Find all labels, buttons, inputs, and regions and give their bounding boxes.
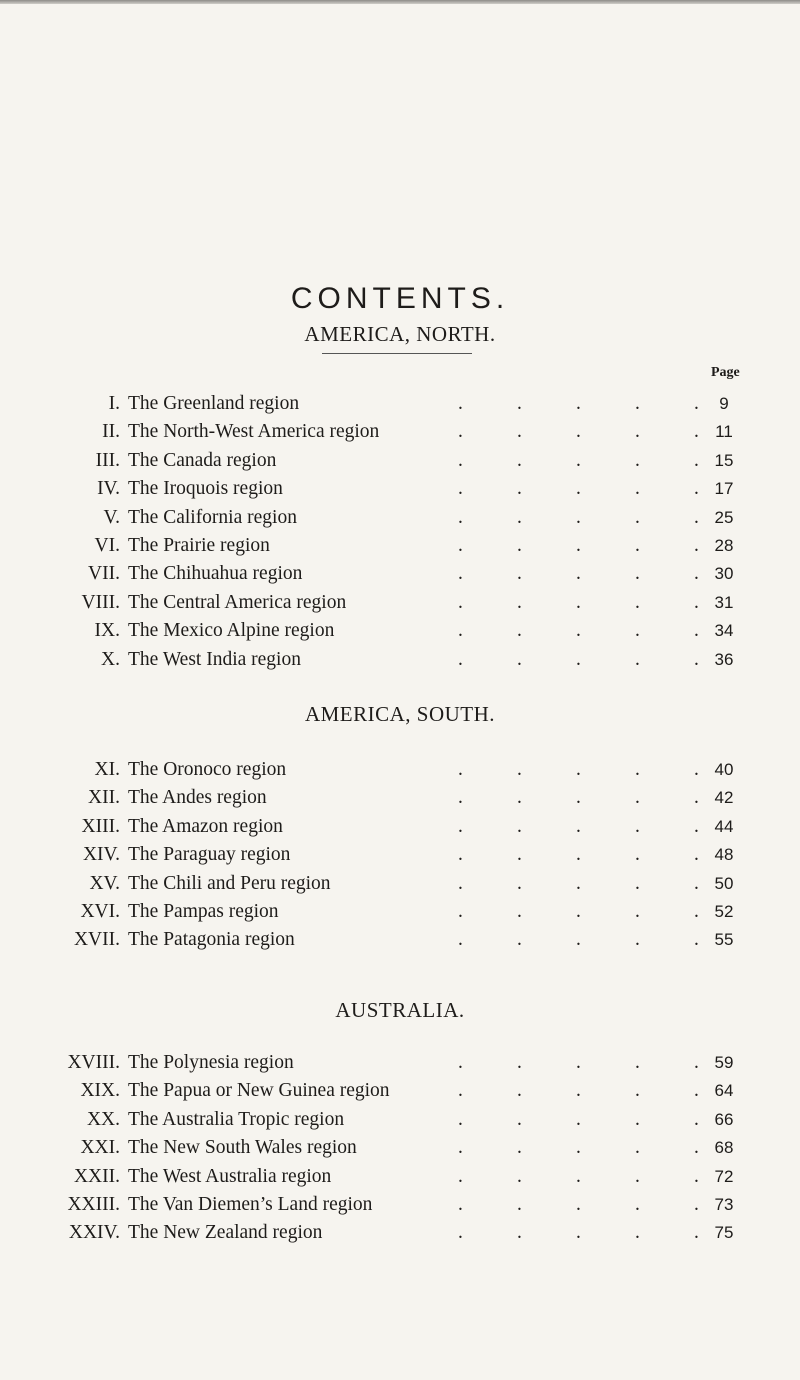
entry-page-number: 48 [714, 845, 734, 865]
entry-page-number: 25 [714, 507, 734, 527]
entry-number: V. [103, 506, 120, 528]
toc-entry: XX. The Australia Tropic region . . . . . 66 [0, 1106, 800, 1134]
toc-entry: II. The North-West America region . . . . . 11 [0, 418, 800, 446]
toc-entry: XV. The Chili and Peru region . . . . . 50 [0, 870, 800, 898]
entry-page-number: 72 [714, 1166, 734, 1186]
toc-entry: XVIII. The Polynesia region . . . . . 59 [0, 1049, 800, 1077]
entry-page-number: 17 [714, 479, 734, 499]
section-heading-america-north: AMERICA, NORTH. [304, 322, 496, 346]
toc-entry: XIX. The Papua or New Guinea region . . . . . 64 [0, 1077, 800, 1105]
entry-number: VI. [94, 534, 120, 556]
entry-title: The North-West America region [128, 421, 380, 443]
entry-title: The Papua or New Guinea region [128, 1080, 390, 1102]
entry-number: XV. [89, 872, 120, 894]
toc-entry: VI. The Prairie region . . . . . 28 [0, 532, 800, 560]
entry-title: The Andes region [128, 787, 267, 809]
entry-title: The California region [128, 506, 297, 528]
entry-number: XXI. [80, 1137, 120, 1159]
entry-title: The Canada region [128, 449, 277, 471]
entry-number: III. [95, 449, 120, 471]
toc-entry: III. The Canada region . . . . . 15 [0, 447, 800, 475]
entry-number: XI. [94, 759, 120, 780]
entry-title: The Amazon region [128, 815, 283, 837]
entry-page-number: 75 [714, 1223, 734, 1243]
section-heading-america-south: AMERICA, SOUTH. [304, 702, 496, 726]
toc-entry: XIII. The Amazon region . . . . . 44 [0, 813, 800, 841]
entry-title: The Paraguay region [128, 844, 291, 866]
page-top-edge [0, 0, 800, 4]
entry-page-number: 44 [714, 816, 734, 836]
entry-page-number: 34 [714, 621, 734, 641]
toc-entry: VIII. The Central America region . . . . . 31 [0, 589, 800, 617]
toc-entry: XII. The Andes region . . . . . 42 [0, 784, 800, 812]
entry-page-number: 40 [714, 760, 734, 779]
entry-number: XVII. [73, 929, 120, 951]
entry-page-number: 9 [719, 394, 729, 413]
entry-number: XII. [88, 787, 120, 809]
entry-page-number: 28 [714, 535, 734, 555]
toc-entry: IV. The Iroquois region . . . . . 17 [0, 475, 800, 503]
entry-number: IX. [94, 620, 120, 642]
entry-title: The Patagonia region [128, 929, 295, 951]
entry-number: XX. [86, 1108, 120, 1130]
entry-number: XIV. [82, 844, 120, 866]
entry-title: The Australia Tropic region [128, 1108, 345, 1130]
entry-page-number: 52 [714, 901, 734, 921]
section-entries-america-south [0, 756, 800, 955]
entry-number: XVIII. [67, 1052, 120, 1073]
entry-number: XXIII. [67, 1193, 120, 1215]
toc-entry: V. The California region . . . . . 25 [0, 504, 800, 532]
entry-number: XXIV. [68, 1222, 120, 1244]
entry-number: XIX. [80, 1080, 120, 1102]
entry-number: XVI. [80, 900, 120, 922]
title-underline [322, 353, 472, 354]
entry-title: The Chihuahua region [128, 563, 303, 585]
entry-page-number: 42 [714, 788, 734, 808]
toc-entry: XVI. The Pampas region . . . . . 52 [0, 898, 800, 926]
entry-page-number: 11 [715, 422, 733, 442]
toc-entry: X. The West India region . . . . . 36 [0, 646, 800, 674]
entry-page-number: 66 [714, 1109, 734, 1129]
entry-number: XXII. [73, 1165, 120, 1187]
entry-page-number: 30 [714, 564, 734, 584]
entry-title: The Mexico Alpine region [128, 620, 335, 642]
entry-title: The West Australia region [128, 1165, 332, 1187]
entry-title: The Prairie region [128, 534, 270, 556]
toc-entry: XXI. The New South Wales region . . . . . 68 [0, 1134, 800, 1162]
entry-page-number: 36 [714, 649, 734, 669]
entry-page-number: 64 [714, 1081, 734, 1101]
contents-title: CONTENTS. [290, 282, 510, 315]
entry-number: VIII. [81, 591, 120, 613]
toc-entry: XXIV. The New Zealand region . . . . . 75 [0, 1219, 800, 1247]
entry-number: VII. [88, 563, 120, 585]
toc-entry: XVII. The Patagonia region . . . . . 55 [0, 926, 800, 954]
entry-number: II. [102, 421, 120, 443]
toc-entry: I. The Greenland region . . . . . 9 [0, 390, 800, 418]
entry-title: The Polynesia region [128, 1052, 294, 1073]
entry-number: XIII. [81, 815, 120, 837]
entry-title: The New Zealand region [128, 1222, 323, 1244]
toc-entry: XIV. The Paraguay region . . . . . 48 [0, 841, 800, 869]
entry-title: The Greenland region [128, 393, 300, 414]
entry-title: The Pampas region [128, 900, 279, 922]
entry-title: The Iroquois region [128, 478, 283, 500]
entry-title: The Central America region [128, 591, 347, 613]
entry-page-number: 50 [714, 873, 734, 893]
section-entries-australia [0, 1049, 800, 1248]
page-column-label: Page [711, 365, 740, 380]
entry-number: X. [101, 648, 120, 670]
entry-title: The Van Diemen’s Land region [128, 1193, 373, 1215]
entry-number: IV. [97, 478, 120, 500]
toc-entry: VII. The Chihuahua region . . . . . 30 [0, 560, 800, 588]
entry-page-number: 68 [714, 1138, 734, 1158]
section-entries-america-north [0, 390, 800, 674]
toc-entry: XI. The Oronoco region . . . . . 40 [0, 756, 800, 784]
entry-number: I. [108, 393, 120, 414]
entry-title: The Chili and Peru region [128, 872, 331, 894]
toc-entry: XXII. The West Australia region . . . . . 72 [0, 1163, 800, 1191]
entry-title: The West India region [128, 648, 301, 670]
section-heading-australia: AUSTRALIA. [335, 998, 465, 1022]
entry-page-number: 73 [714, 1194, 734, 1214]
entry-page-number: 59 [714, 1053, 734, 1072]
entry-page-number: 15 [714, 450, 734, 470]
entry-page-number: 31 [714, 592, 734, 612]
toc-entry: IX. The Mexico Alpine region . . . . . 34 [0, 617, 800, 645]
toc-entry: XXIII. The Van Diemen’s Land region . . . . . 73 [0, 1191, 800, 1219]
entry-title: The Oronoco region [128, 759, 287, 780]
entry-page-number: 55 [714, 930, 734, 950]
entry-title: The New South Wales region [128, 1137, 357, 1159]
